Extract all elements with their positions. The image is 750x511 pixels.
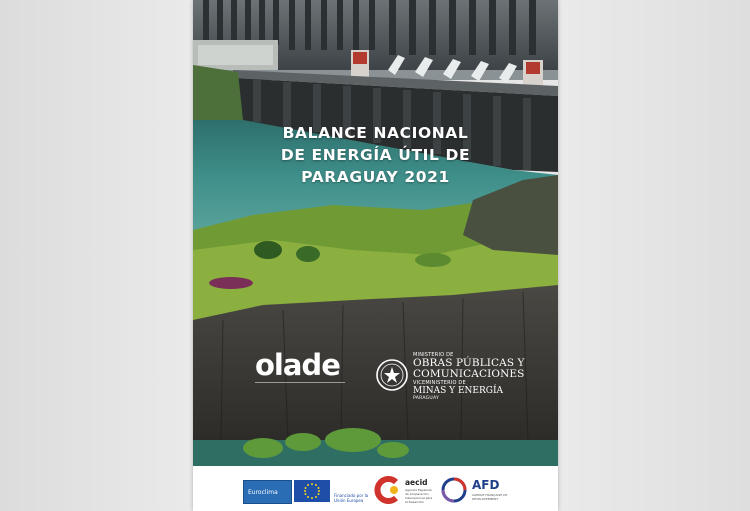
eu-flag-icon bbox=[294, 480, 330, 502]
ministry-line: PARAGUAY bbox=[413, 396, 440, 401]
cover-title bbox=[193, 122, 558, 188]
ministry-line: MINISTERIO DE bbox=[413, 352, 454, 358]
ministry-line: MINAS Y ENERGÍA bbox=[413, 386, 504, 396]
ministry-line: COMUNICACIONES bbox=[413, 368, 525, 380]
aecid-name: aecid bbox=[405, 478, 428, 487]
afd-caption: AGENCE FRANÇAISE DE DÉVELOPPEMENT bbox=[472, 493, 508, 501]
afd-logo-icon bbox=[440, 476, 468, 504]
afd-name: AFD bbox=[472, 478, 500, 492]
cover-title-line: PARAGUAY 2021 bbox=[301, 168, 450, 186]
ministry-line: VICEMINISTERIO DE bbox=[413, 380, 466, 386]
paraguay-seal-icon bbox=[375, 358, 409, 392]
cover-title-line: DE ENERGÍA ÚTIL DE bbox=[280, 146, 471, 164]
olade-underline bbox=[255, 382, 345, 383]
euroclima-label: Euroclima bbox=[248, 489, 278, 496]
report-cover bbox=[193, 0, 558, 511]
ministry-text bbox=[413, 352, 558, 402]
olade-logo: olade bbox=[255, 348, 340, 382]
sponsor-footer bbox=[193, 466, 558, 511]
aecid-logo-icon bbox=[374, 476, 402, 504]
cover-title-line: BALANCE NACIONAL bbox=[282, 124, 469, 142]
eu-caption: Financiado por la Unión Europea bbox=[334, 493, 369, 503]
euroclima-logo bbox=[243, 480, 292, 504]
page-background-left bbox=[0, 0, 193, 511]
aecid-caption: Agencia Española de Cooperación Internacional para el Desarrollo bbox=[405, 488, 433, 504]
ministry-line: OBRAS PÚBLICAS Y bbox=[413, 357, 525, 369]
page-background-right bbox=[558, 0, 750, 511]
